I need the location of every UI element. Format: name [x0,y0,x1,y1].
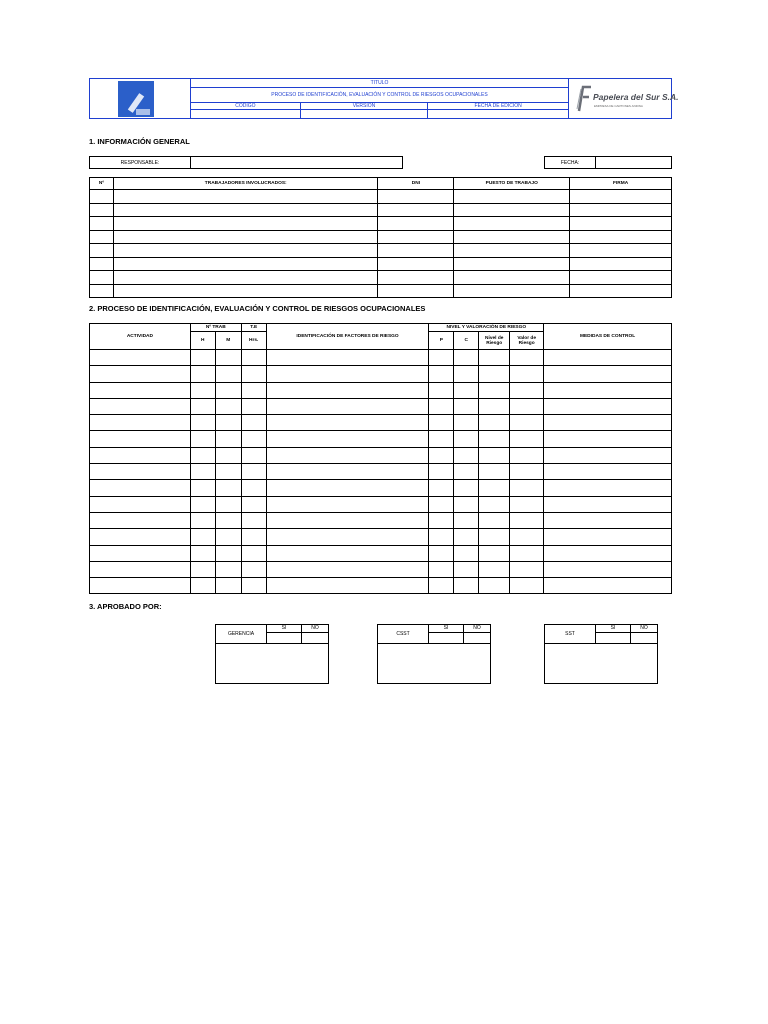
table-cell[interactable] [479,529,510,545]
col-consequence: C [454,332,479,350]
table-cell[interactable] [90,578,191,594]
table-row [90,529,672,545]
table-cell[interactable] [454,190,570,204]
table-cell[interactable] [454,529,479,545]
approval-yes-label: SI [596,625,631,633]
col-position: PUESTO DE TRABAJO [454,178,570,190]
table-row [90,382,672,398]
col-women: M [215,332,241,350]
col-te: T.E [241,324,266,332]
table-row [90,398,672,414]
table-cell[interactable] [190,496,215,512]
table-cell[interactable] [454,230,570,244]
table-cell[interactable] [429,545,454,561]
approval-box [215,624,329,684]
table-cell[interactable] [215,545,241,561]
table-cell[interactable] [241,464,266,480]
table-cell[interactable] [266,431,429,447]
table-cell[interactable] [454,512,479,528]
table-cell[interactable] [113,271,378,285]
table-cell[interactable] [479,578,510,594]
table-cell[interactable] [113,217,378,231]
table-cell[interactable] [454,431,479,447]
table-cell[interactable] [510,464,544,480]
table-cell[interactable] [266,496,429,512]
table-cell[interactable] [90,366,191,382]
table-cell[interactable] [378,244,454,258]
table-cell[interactable] [113,203,378,217]
table-row [90,190,672,204]
table-cell[interactable] [544,561,672,577]
table-cell[interactable] [378,284,454,298]
table-cell[interactable] [544,480,672,496]
col-risk-level: Nivel de Riesgo [479,332,510,350]
table-cell[interactable] [266,366,429,382]
table-cell[interactable] [510,545,544,561]
table-cell[interactable] [113,190,378,204]
table-cell[interactable] [215,398,241,414]
edition-date-value [428,110,568,118]
table-cell[interactable] [266,464,429,480]
company-tagline: EMPRESA DE CARTONES ANDINA [594,104,643,108]
table-cell[interactable] [429,480,454,496]
table-cell[interactable] [429,512,454,528]
table-cell[interactable] [190,350,215,366]
table-row [90,350,672,366]
table-cell[interactable] [429,415,454,431]
table-row [90,431,672,447]
responsible-label: RESPONSABLE: [89,156,191,169]
col-number: Nº [90,178,114,190]
table-cell[interactable] [510,350,544,366]
table-cell[interactable] [510,366,544,382]
table-cell[interactable] [190,578,215,594]
approval-label: SST [545,625,596,644]
table-cell[interactable] [570,190,672,204]
table-row [90,545,672,561]
code-value [191,110,301,118]
version-value [301,110,429,118]
table-cell[interactable] [479,561,510,577]
table-cell[interactable] [266,561,429,577]
table-cell[interactable] [454,382,479,398]
table-cell[interactable] [215,415,241,431]
table-cell[interactable] [479,512,510,528]
table-cell[interactable] [544,512,672,528]
table-row [90,244,672,258]
table-cell[interactable] [454,415,479,431]
section3-title: 3. APROBADO POR: [89,602,162,611]
table-cell[interactable] [190,512,215,528]
table-cell[interactable] [266,350,429,366]
table-cell[interactable] [241,447,266,463]
table-cell[interactable] [190,529,215,545]
table-cell[interactable] [241,382,266,398]
table-cell[interactable] [190,480,215,496]
col-probability: P [429,332,454,350]
col-workers: TRABAJADORES INVOLUCRADOS: [113,178,378,190]
table-cell[interactable] [429,350,454,366]
table-cell[interactable] [429,447,454,463]
table-cell[interactable] [241,431,266,447]
table-row [90,464,672,480]
table-cell[interactable] [454,561,479,577]
table-cell[interactable] [570,271,672,285]
col-hours: Hrs. [241,332,266,350]
table-cell[interactable] [241,496,266,512]
table-cell[interactable] [454,545,479,561]
table-row [90,512,672,528]
table-cell[interactable] [570,284,672,298]
table-cell[interactable] [544,545,672,561]
col-num-workers: Nº TRAB [190,324,241,332]
table-cell[interactable] [241,529,266,545]
approval-signature-area[interactable] [545,644,657,683]
table-cell[interactable] [429,578,454,594]
col-risk-level-group: NIVEL Y VALORACIÓN DE RIESGO [429,324,544,332]
title-value: PROCESO DE IDENTIFICACIÓN, EVALUACIÓN Y CONTROL DE RIESGOS OCUPACIONALES [191,87,568,103]
table-cell[interactable] [510,415,544,431]
table-cell[interactable] [241,398,266,414]
table-cell[interactable] [544,529,672,545]
table-cell[interactable] [454,464,479,480]
table-cell[interactable] [266,512,429,528]
table-cell[interactable] [429,398,454,414]
table-cell[interactable] [113,257,378,271]
table-row [90,230,672,244]
table-cell[interactable] [479,480,510,496]
table-cell[interactable] [190,431,215,447]
company-name: Papelera del Sur S.A. [593,92,679,102]
table-cell[interactable] [241,350,266,366]
table-cell[interactable] [190,447,215,463]
version-label: VERSION [301,102,429,109]
table-cell[interactable] [570,257,672,271]
left-logo-icon [118,81,154,117]
table-cell[interactable] [90,464,191,480]
table-cell[interactable] [570,217,672,231]
table-cell[interactable] [454,257,570,271]
table-cell[interactable] [190,464,215,480]
table-row [90,366,672,382]
table-row [90,561,672,577]
table-cell[interactable] [90,447,191,463]
approval-no-checkbox[interactable] [464,633,490,644]
table-cell[interactable] [90,284,114,298]
table-cell[interactable] [454,578,479,594]
table-cell[interactable] [544,496,672,512]
table-cell[interactable] [266,578,429,594]
table-cell[interactable] [378,257,454,271]
date-label: FECHA: [544,156,596,169]
table-cell[interactable] [266,545,429,561]
table-cell[interactable] [479,398,510,414]
workers-table [89,177,672,298]
table-cell[interactable] [190,561,215,577]
table-cell[interactable] [454,447,479,463]
table-cell[interactable] [90,217,114,231]
table-cell[interactable] [510,447,544,463]
edition-date-label: FECHA DE EDICION [474,102,522,109]
approval-no-checkbox[interactable] [631,633,657,644]
table-cell[interactable] [454,480,479,496]
table-cell[interactable] [215,382,241,398]
table-cell[interactable] [90,257,114,271]
table-cell[interactable] [454,271,570,285]
table-cell[interactable] [544,366,672,382]
table-cell[interactable] [429,464,454,480]
date-field[interactable] [595,156,672,169]
table-cell[interactable] [266,398,429,414]
approval-signature-area[interactable] [216,644,328,683]
table-cell[interactable] [90,203,114,217]
table-cell[interactable] [90,190,114,204]
approval-no-label: NO [302,625,328,633]
approval-yes-label: SI [267,625,302,633]
table-cell[interactable] [479,415,510,431]
table-cell[interactable] [479,431,510,447]
table-cell[interactable] [241,480,266,496]
col-activity: ACTIVIDAD [90,324,191,350]
table-row [90,447,672,463]
table-cell[interactable] [90,561,191,577]
table-cell[interactable] [190,366,215,382]
approval-signature-area[interactable] [378,644,490,683]
table-cell[interactable] [190,415,215,431]
table-row [90,496,672,512]
table-row [90,480,672,496]
table-cell[interactable] [454,217,570,231]
table-cell[interactable] [544,398,672,414]
col-risk-value: Valor de Riesgo [510,332,544,350]
responsible-field[interactable] [190,156,403,169]
table-cell[interactable] [429,366,454,382]
table-cell[interactable] [266,529,429,545]
table-cell[interactable] [454,350,479,366]
table-row [90,271,672,285]
table-cell[interactable] [90,350,191,366]
table-cell[interactable] [190,398,215,414]
approval-label: GERENCIA [216,625,267,644]
table-cell[interactable] [266,415,429,431]
table-cell[interactable] [454,496,479,512]
table-cell[interactable] [429,496,454,512]
table-row [90,415,672,431]
table-cell[interactable] [429,529,454,545]
table-row [90,578,672,594]
approval-yes-label: SI [429,625,464,633]
table-cell[interactable] [454,203,570,217]
table-cell[interactable] [510,512,544,528]
table-cell[interactable] [241,366,266,382]
table-cell[interactable] [544,382,672,398]
table-cell[interactable] [378,230,454,244]
table-cell[interactable] [510,529,544,545]
table-cell[interactable] [510,382,544,398]
table-cell[interactable] [510,561,544,577]
table-cell[interactable] [479,496,510,512]
table-cell[interactable] [510,480,544,496]
table-cell[interactable] [510,398,544,414]
table-cell[interactable] [544,578,672,594]
table-cell[interactable] [378,271,454,285]
table-cell[interactable] [90,382,191,398]
table-cell[interactable] [266,382,429,398]
table-cell[interactable] [570,203,672,217]
col-dni: DNI [378,178,454,190]
table-cell[interactable] [215,578,241,594]
table-cell[interactable] [479,350,510,366]
section2-title: 2. PROCESO DE IDENTIFICACIÓN, EVALUACIÓN Y CONTROL DE RIESGOS OCUPACIONALES [89,304,426,313]
table-cell[interactable] [454,366,479,382]
table-cell[interactable] [241,415,266,431]
table-cell[interactable] [215,464,241,480]
table-cell[interactable] [570,244,672,258]
table-row [90,284,672,298]
table-cell[interactable] [215,512,241,528]
table-cell[interactable] [90,545,191,561]
table-cell[interactable] [454,284,570,298]
table-cell[interactable] [90,415,191,431]
header-title-block [191,79,569,118]
table-cell[interactable] [378,190,454,204]
col-men: H [190,332,215,350]
table-cell[interactable] [241,578,266,594]
table-cell[interactable] [241,512,266,528]
document-header [89,78,679,119]
table-cell[interactable] [479,545,510,561]
table-cell[interactable] [479,447,510,463]
table-cell[interactable] [90,271,114,285]
table-cell[interactable] [544,464,672,480]
table-cell[interactable] [378,217,454,231]
approval-no-checkbox[interactable] [302,633,328,644]
company-logo [569,79,679,118]
header-logo-cell [90,79,191,118]
table-cell[interactable] [429,382,454,398]
col-risk-factors: IDENTIFICACIÓN DE FACTORES DE RIESGO [266,324,429,350]
table-cell[interactable] [215,480,241,496]
col-control-measures: MEDIDAS DE CONTROL [544,324,672,350]
table-cell[interactable] [113,230,378,244]
table-cell[interactable] [90,398,191,414]
company-mark-icon [575,83,593,113]
table-cell[interactable] [241,545,266,561]
table-cell[interactable] [90,431,191,447]
approval-box [544,624,658,684]
table-cell[interactable] [215,529,241,545]
table-cell[interactable] [241,561,266,577]
table-cell[interactable] [544,447,672,463]
table-cell[interactable] [479,366,510,382]
table-cell[interactable] [378,203,454,217]
table-cell[interactable] [215,366,241,382]
table-cell[interactable] [113,284,378,298]
table-row [90,203,672,217]
table-cell[interactable] [215,496,241,512]
table-cell[interactable] [510,431,544,447]
table-cell[interactable] [570,230,672,244]
table-cell[interactable] [215,431,241,447]
approval-box [377,624,491,684]
code-label: CODIGO [191,102,301,109]
table-cell[interactable] [90,480,191,496]
table-cell[interactable] [510,578,544,594]
table-cell[interactable] [479,382,510,398]
approval-label: CSST [378,625,429,644]
table-cell[interactable] [215,561,241,577]
table-cell[interactable] [113,244,378,258]
approval-yes-checkbox[interactable] [429,633,464,644]
table-cell[interactable] [479,464,510,480]
table-cell[interactable] [90,529,191,545]
approval-yes-checkbox[interactable] [596,633,631,644]
table-cell[interactable] [266,480,429,496]
table-cell[interactable] [90,512,191,528]
table-cell[interactable] [429,431,454,447]
table-row [90,217,672,231]
table-cell[interactable] [510,496,544,512]
section1-title: 1. INFORMACIÓN GENERAL [89,137,190,146]
table-cell[interactable] [266,447,429,463]
col-signature: FIRMA [570,178,672,190]
table-cell[interactable] [454,398,479,414]
table-cell[interactable] [190,545,215,561]
table-cell[interactable] [90,244,114,258]
table-cell[interactable] [544,431,672,447]
risk-table [89,323,672,594]
table-cell[interactable] [90,496,191,512]
approval-no-label: NO [464,625,490,633]
table-cell[interactable] [454,244,570,258]
table-row [90,257,672,271]
approval-yes-checkbox[interactable] [267,633,302,644]
table-cell[interactable] [215,350,241,366]
table-cell[interactable] [90,230,114,244]
table-cell[interactable] [190,382,215,398]
table-cell[interactable] [544,350,672,366]
table-cell[interactable] [215,447,241,463]
table-cell[interactable] [544,415,672,431]
title-label: TITULO [191,79,568,88]
table-cell[interactable] [429,561,454,577]
approval-no-label: NO [631,625,657,633]
